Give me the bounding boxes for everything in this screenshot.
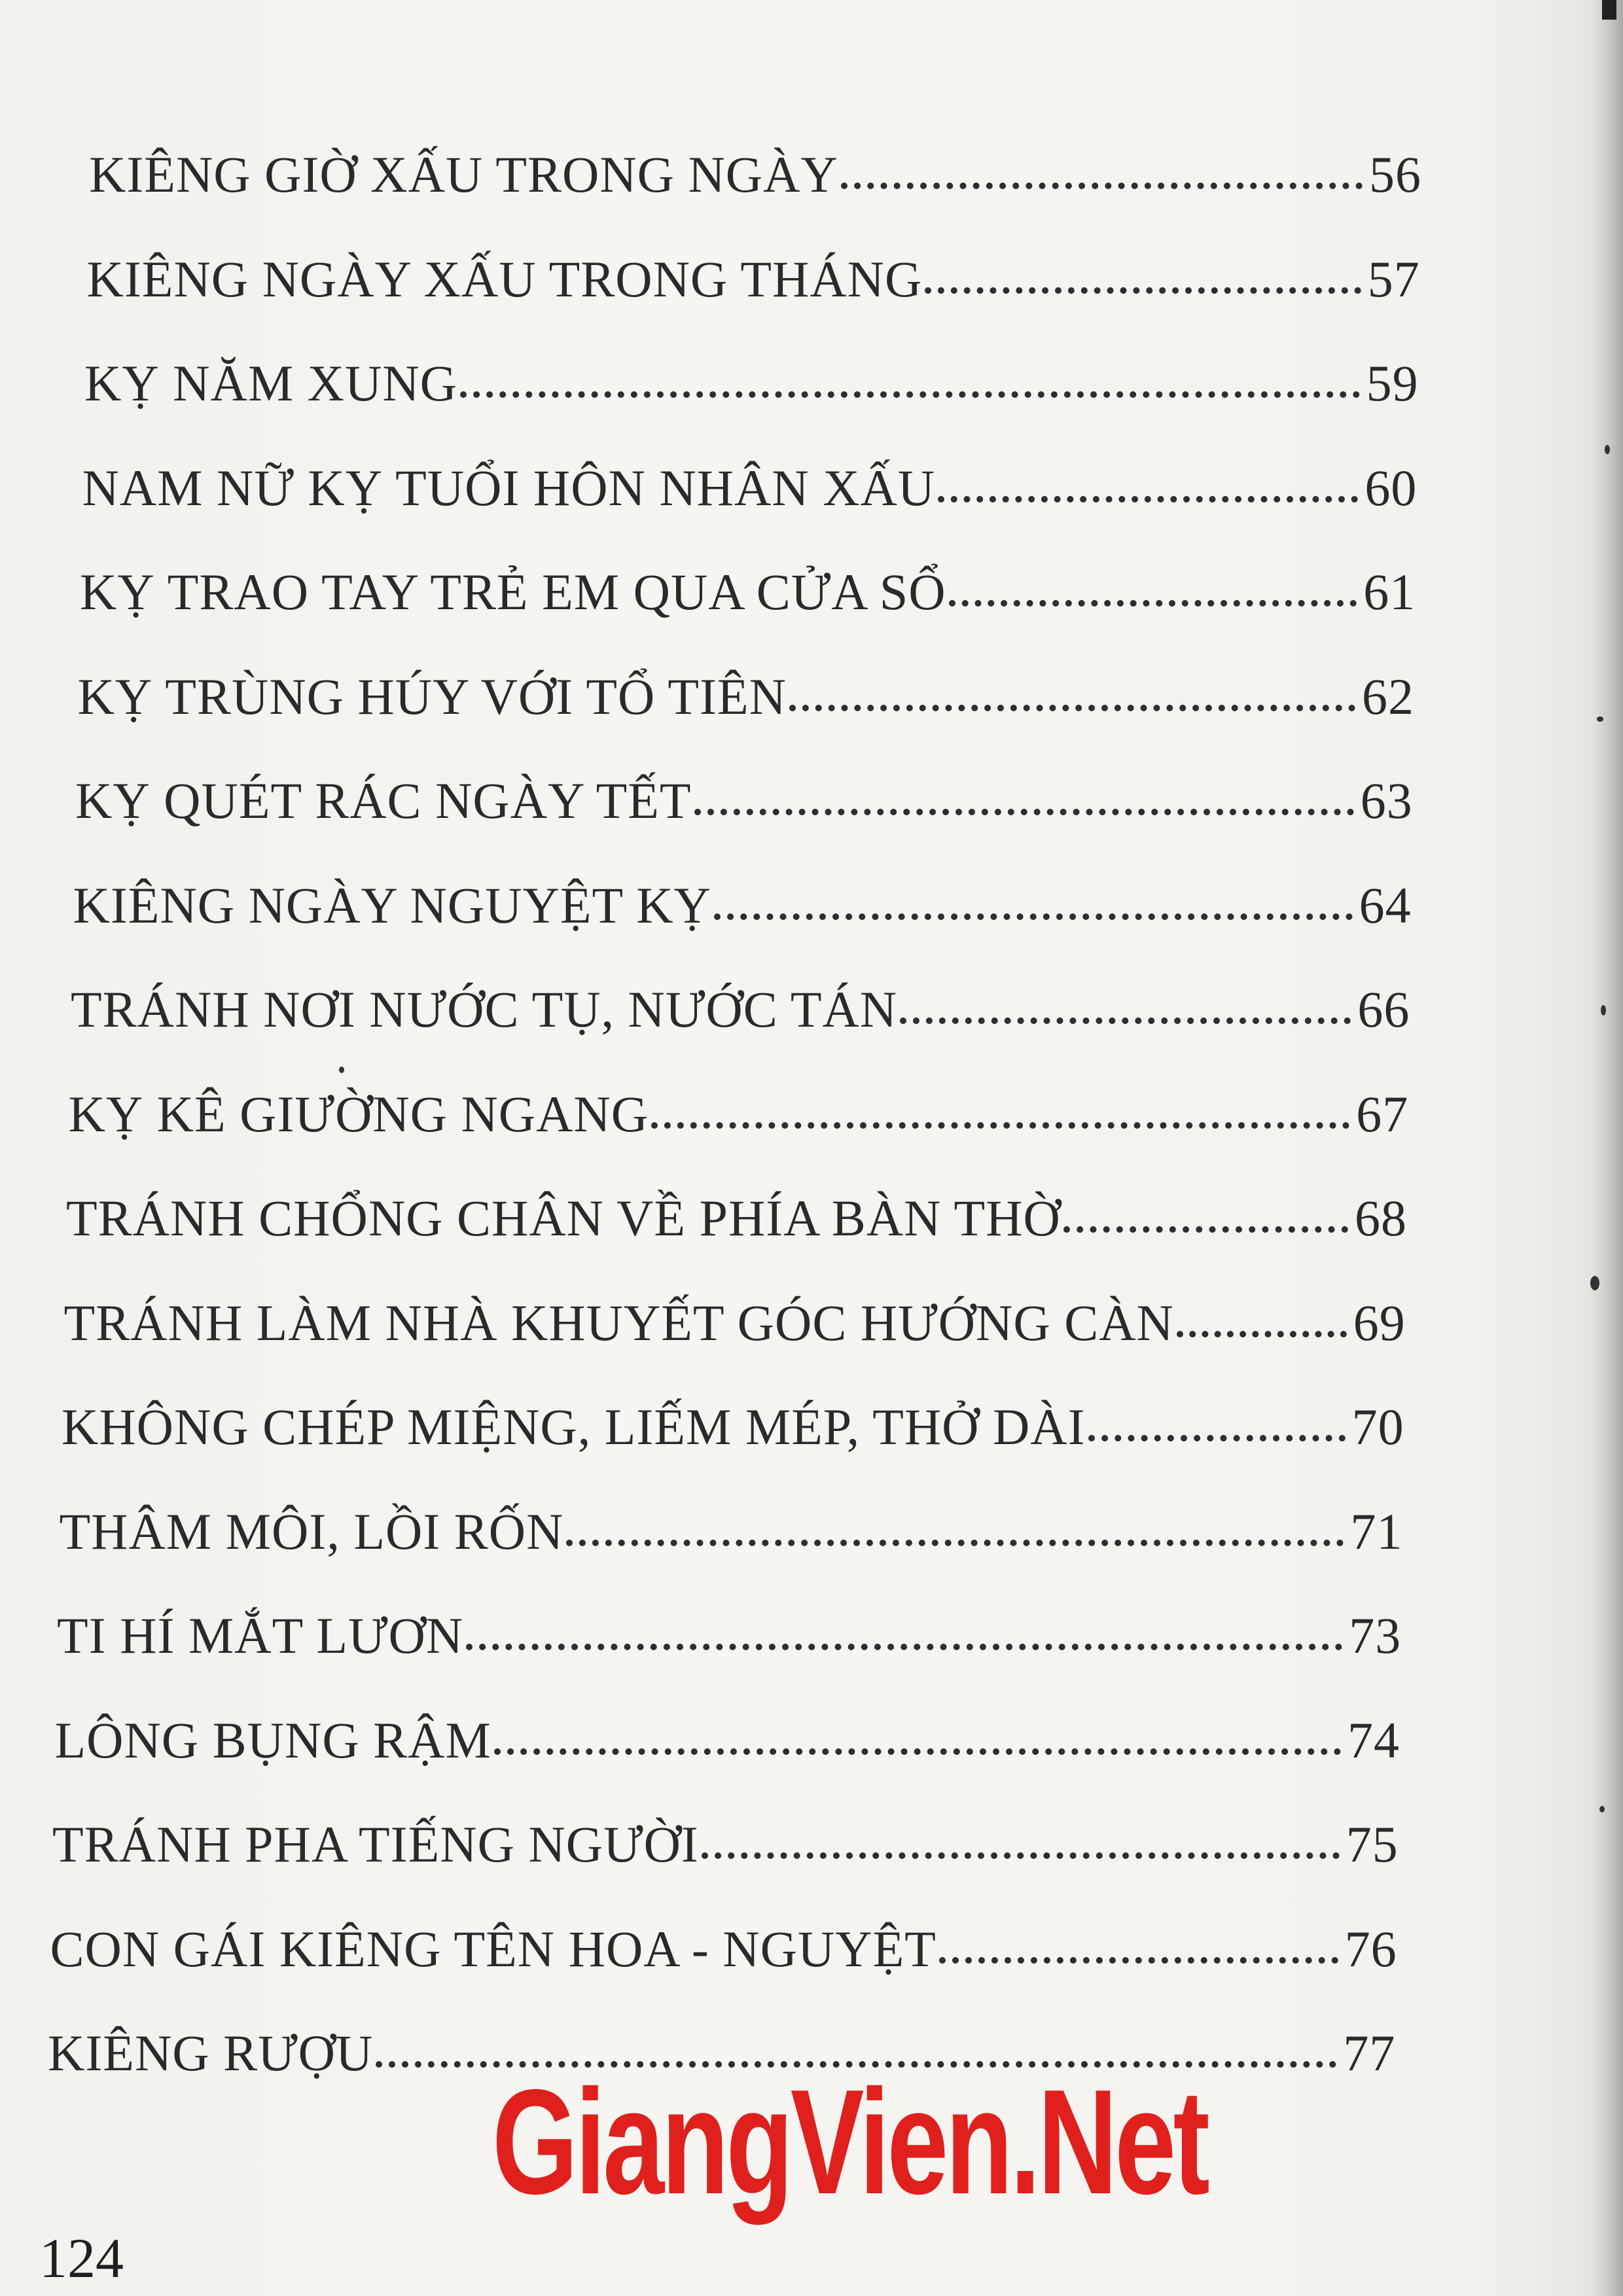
toc-entry-title: TRÁNH NƠI NƯỚC TỤ, NƯỚC TÁN xyxy=(71,981,898,1038)
toc-entry xyxy=(64,1294,1406,1352)
toc-entry-title: KỴ TRÙNG HÚY VỚI TỔ TIÊN xyxy=(77,667,787,725)
toc-entry-title: LÔNG BỤNG RẬM xyxy=(54,1711,491,1769)
toc-entry xyxy=(57,1606,1401,1665)
page-number: 124 xyxy=(39,2227,124,2289)
toc-entry xyxy=(89,145,1421,204)
toc-entry-title: TRÁNH PHA TIẾNG NGƯỜI xyxy=(52,1816,699,1873)
toc-entry-title: KỴ QUÉT RÁC NGÀY TẾT xyxy=(75,772,692,829)
toc-entry-title: KỴ NĂM XUNG xyxy=(84,355,457,412)
toc-entry xyxy=(55,1711,1400,1770)
toc-entry xyxy=(73,876,1412,935)
toc-entry xyxy=(50,1920,1397,1979)
toc-entry-title: KIÊNG NGÀY NGUYỆT KỴ xyxy=(73,876,711,934)
toc-entry xyxy=(87,250,1420,309)
toc-dot-leader xyxy=(925,287,1361,294)
toc-dot-leader xyxy=(494,1748,1341,1755)
watermark-logo: GiangVien.Net xyxy=(492,2059,1207,2225)
toc-dot-leader xyxy=(1177,1331,1347,1337)
toc-entry-title: THÂM MÔI, LỒI RỐN xyxy=(59,1502,564,1560)
toc-entry-title: NAM NỮ KỴ TUỔI HÔN NHÂN XẤU xyxy=(82,459,936,516)
toc-entry-page-number: 63 xyxy=(1360,772,1413,829)
toc-entry-title: TRÁNH CHỔNG CHÂN VỀ PHÍA BÀN THỜ xyxy=(66,1190,1061,1246)
toc-entry-title: KIÊNG NGÀY XẤU TRONG THÁNG xyxy=(86,250,923,308)
toc-entry-title: KIÊNG GIỜ XẤU TRONG NGÀY xyxy=(89,146,838,203)
toc-entry-page-number: 61 xyxy=(1363,563,1416,620)
toc-entry xyxy=(75,771,1413,830)
toc-entry-page-number: 60 xyxy=(1364,459,1418,516)
toc-dot-leader xyxy=(460,391,1360,398)
toc-entry xyxy=(78,667,1415,726)
toc-entry-page-number: 68 xyxy=(1355,1190,1407,1246)
toc-dot-leader xyxy=(566,1540,1344,1546)
toc-entry-title: KỴ KÊ GIƯỜNG NGANG xyxy=(68,1085,649,1142)
toc-entry-page-number: 66 xyxy=(1357,981,1410,1038)
toc-entry-page-number: 73 xyxy=(1349,1607,1402,1664)
toc-entry-page-number: 56 xyxy=(1369,146,1421,203)
toc-entry xyxy=(66,1189,1407,1248)
toc-dot-leader xyxy=(466,1644,1342,1650)
toc-entry xyxy=(60,1502,1403,1561)
toc-dot-leader xyxy=(900,1017,1351,1024)
toc-entry-page-number: 64 xyxy=(1359,876,1412,934)
toc-dot-leader xyxy=(1088,1435,1346,1441)
toc-entry xyxy=(71,980,1410,1039)
toc-dot-leader xyxy=(694,809,1354,815)
toc-entry xyxy=(84,354,1419,413)
toc-dot-leader xyxy=(841,183,1363,189)
toc-dot-leader xyxy=(1063,1226,1348,1233)
toc-entry xyxy=(82,459,1418,518)
toc-entry-page-number: 59 xyxy=(1366,355,1419,412)
toc-entry-title: CON GÁI KIÊNG TÊN HOA - NGUYỆT xyxy=(50,1920,936,1977)
toc-entry-title: KỴ TRAO TAY TRẺ EM QUA CỬA SỔ xyxy=(80,563,946,620)
toc-entry-page-number: 69 xyxy=(1353,1294,1406,1351)
toc-entry xyxy=(69,1085,1409,1144)
toc-entry-page-number: 70 xyxy=(1351,1398,1404,1455)
toc-entry-page-number: 62 xyxy=(1362,667,1414,725)
toc-entry-title: KHÔNG CHÉP MIỆNG, LIẾM MÉP, THỞ DÀI xyxy=(62,1398,1086,1455)
toc-dot-leader xyxy=(939,1957,1338,1964)
toc-entry-page-number: 57 xyxy=(1367,250,1420,308)
toc-entry xyxy=(62,1398,1404,1457)
toc-entry-page-number: 77 xyxy=(1343,2024,1396,2081)
toc-entry-page-number: 75 xyxy=(1346,1816,1399,1873)
toc-entry-title: TI HÍ MẮT LƯƠN xyxy=(57,1607,464,1664)
toc-entry xyxy=(80,563,1416,622)
toc-entry-title: TRÁNH LÀM NHÀ KHUYẾT GÓC HƯỚNG CÀN xyxy=(63,1294,1174,1351)
toc-entry-page-number: 67 xyxy=(1356,1085,1409,1142)
toc-dot-leader xyxy=(938,496,1358,503)
toc-entry-title: KIÊNG RƯỢU xyxy=(48,2024,374,2081)
toc-dot-leader xyxy=(949,600,1357,607)
toc-dot-leader xyxy=(789,705,1355,711)
toc-entry xyxy=(52,1815,1399,1874)
toc-dot-leader xyxy=(702,1852,1340,1859)
toc-entry-page-number: 71 xyxy=(1350,1502,1403,1560)
toc-entry-page-number: 74 xyxy=(1347,1711,1400,1769)
toc-dot-leader xyxy=(651,1122,1349,1129)
toc-dot-leader xyxy=(714,913,1353,920)
toc-entry-page-number: 76 xyxy=(1344,1920,1397,1977)
